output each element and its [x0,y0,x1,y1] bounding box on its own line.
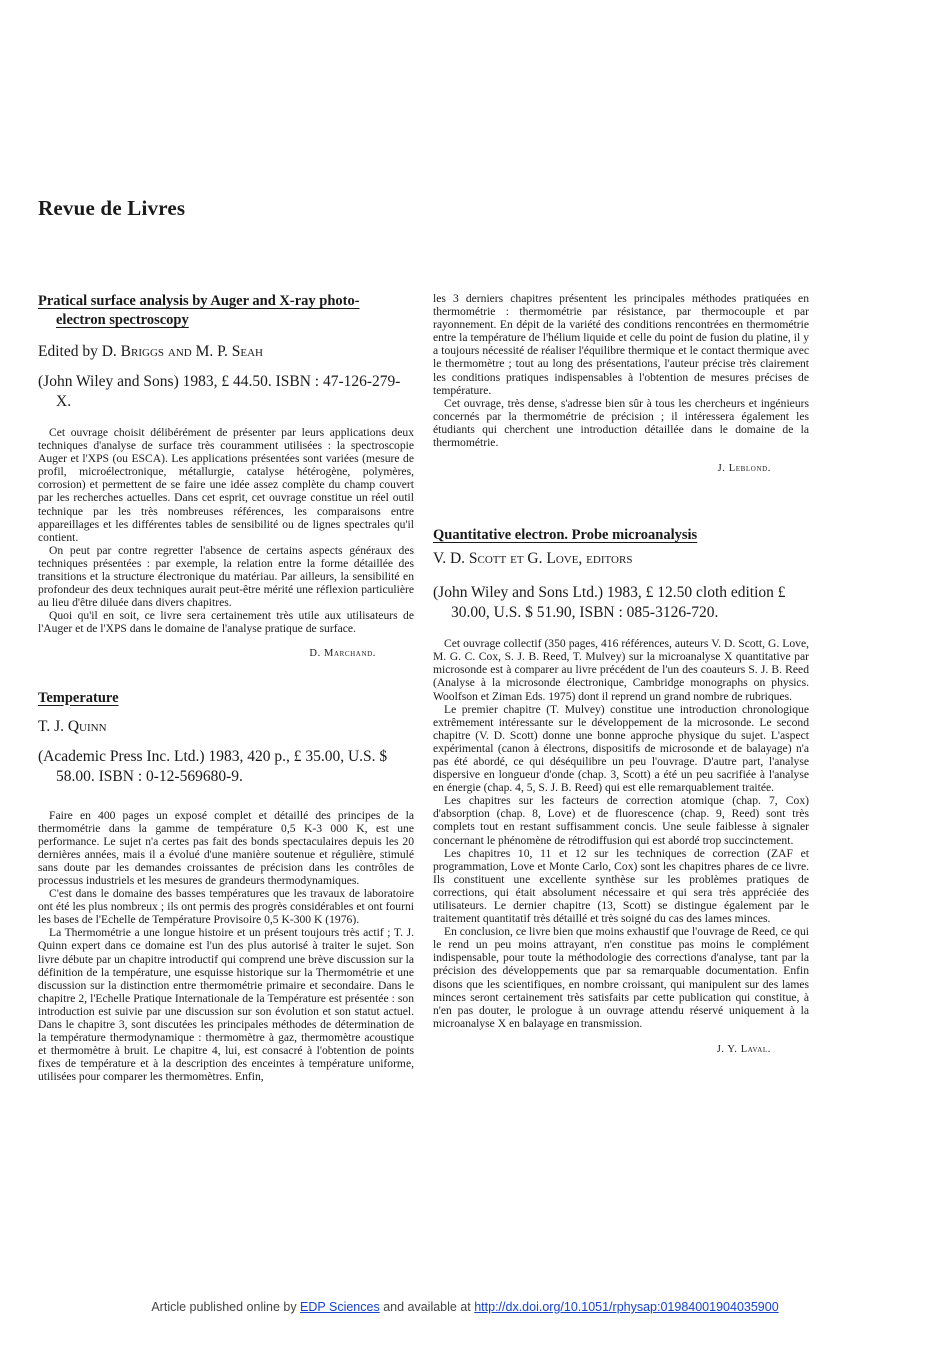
review-temperature [38,689,414,1084]
review-paragraph: Cet ouvrage choisit délibérément de présenter par leurs applications deux techniques d'analyse de surface très couramment utilisées : la spectroscopie Auger et l'XPS (ou ESCA). Les applications présentées sont variées (mesure de profil, microélectronique, métallurgie, catalyse hétérogène, polymères, corrosion) et permettent de se faire une idée assez complète du champ couvert par les recherches actuelles. Dans cet esprit, cet ouvrage constitue un réel outil technique par les très nombreuses références, les comparaisons entre appareillages et les différentes tables de sensibilité ou de lignes spectrales qu'il contient. [38,426,414,544]
right-column [433,292,809,1055]
review-title-line: electron spectroscopy [56,312,189,328]
authors-prefix: Edited by [38,343,102,360]
review-signature: J. Leblond. [717,463,771,475]
page-title: Revue de Livres [38,196,186,220]
footer-text: Article published online by [151,1300,301,1314]
review-body [38,809,414,1084]
review-title: Temperature [38,689,119,706]
left-column [38,292,414,1083]
review-paragraph: La Thermométrie a une longue histoire et un présent toujours très actif ; T. J. Quinn expert dans ce domaine est l'un des plus autorisé à traiter le sujet. Son livre débute par un chapitre introductif qui comprend une brève discussion sur la définition de la température, une esquisse historique sur la Thermométrie et une discussion sur la distinction entre thermométrie primaire et secondaire. Dans le chapitre 2, l'Echelle Pratique Internationale de la Température est présentée : son introduction est suivie par une discussion sur son évolution et son statut actuel. Dans le chapitre 3, sont discutées les principales méthodes de détermination de la température thermodynamique : thermomètre à gaz, thermomètre acoustique et thermomètre à bruit. Le chapitre 4, lui, est consacré à l'obtention de points fixes de température et à la description des enceintes à température uniforme, utilisées pour comparer les thermomètres. Enfin, [38,926,414,1084]
review-body [38,426,414,636]
review-publisher: (John Wiley and Sons Ltd.) 1983, £ 12.50 cloth edition £ 30.00, U.S. $ 51.90, ISBN : 085-3126-720. [433,584,786,622]
review-title [38,292,414,330]
review-microanalysis [433,526,809,1055]
review-paragraph: les 3 derniers chapitres présentent les principales méthodes pratiquées en thermométrie : thermométrie par résistance, par thermocouple et par rayonnement. En dépit de la variété des conditions rencontrées en thermométrie entre la température de l'hélium liquide et celle du point de fusion du platine, il y a toujours nécessité de réaliser l'équilibre thermique et le contact thermique avec le thermomètre ; tout au long des présentations, l'auteur précise très clairement les conditions pratiques indispensables à l'obtention de mesures précises de température. [433,292,809,397]
doi-link[interactable]: http://dx.doi.org/10.1051/rphysap:01984001904035900 [474,1300,779,1314]
review-paragraph: Quoi qu'il en soit, ce livre sera certainement très utile aux utilisateurs de l'Auger et de l'XPS dans le domaine de l'analyse pratique de surface. [38,609,414,636]
review-surface-analysis [38,292,414,659]
review-paragraph: Cet ouvrage collectif (350 pages, 416 références, auteurs V. D. Scott, G. Love, M. G. C. Cox, S. J. B. Reed, T. Mulvey) sur la microanalyse X quantitative par microsonde est à comparer au livre précédent de l'un des coauteurs S. J. B. Reed (Analyse à la microsonde électronique, Cambridge monographs on physics. Woolfson et Ziman Eds. 1975) dont il reprend un grand nombre de rubriques. [433,637,809,703]
review-paragraph: Les chapitres sur les facteurs de correction atomique (chap. 7, Cox) d'absorption (chap. 8, Love) et de fluorescence (chap. 9, Reed) sont très complets tout en restant suffisamment concis. Une seule faiblesse à signaler concernant le phénomène de rétrodiffusion qui est abordé trop succinctement. [433,794,809,847]
review-title-line: Pratical surface analysis by Auger and X-ray photo- [38,293,360,309]
review-paragraph: Le premier chapitre (T. Mulvey) constitue une introduction chronologique extrêmement intéressante sur le développement de la microsonde. Le second chapitre (V. D. Scott) donne une bonne approche physique du sujet. L'aspect expérimental (canon à électrons, dispositifs de microsonde et de balayage) n'a pas été abordé, ce qui déséquilibre un peu l'ouvrage. D'autre part, l'analyse dispersive en longueur d'onde (chap. 3, Scott) a été un peu sacrifiée à l'analyse en énergie (chap. 4, 5, S. J. B. Reed) qui est elle remarquablement traitée. [433,702,809,795]
review-title: Quantitative electron. Probe microanalysis [433,527,698,544]
review-paragraph: Les chapitres 10, 11 et 12 sur les techniques de correction (ZAF et programmation, Love et Monte Carlo, Cox) sont les chapitres phares de ce livre. Ils constituent une excellente synthèse sur les problèmes pratiques de corrections, qui était absolument nécessaire et qui sera très appréciée des utilisateurs. Le dernier chapitre (13, Scott) se distingue également par le traitement quantitatif très détaillé et très soigné du cas des lames minces. [433,846,809,926]
review-authors [38,342,414,362]
review-paragraph: Cet ouvrage, très dense, s'adresse bien sûr à tous les chercheurs et ingénieurs concernés par la thermométrie de précision ; il intéressera également les étudiants qui cherchent une introduction détaillée dans le domaine de la thermométrie. [433,396,809,450]
review-publisher: (Academic Press Inc. Ltd.) 1983, 420 p., £ 35.00, U.S. $ 58.00. ISBN : 0-12-569680-9. [38,747,388,785]
review-paragraph: En conclusion, ce livre bien que moins exhaustif que l'ouvrage de Reed, ce qui le rend un peu moins attrayant, n'en constitue pas moins le complément indispensable, pour toute la méthodologie des corrections d'analyse, tant par la précision des développements que par sa remarquable documentation. Enfin disons que les scientifiques, en nombre croissant, qui manipulent sur des lames minces seront certainement très satisfaits par cette publication qui constitue, à n'en pas douter, le prologue à un ouvrage attendu réservé uniquement à la microanalyse X en balayage en transmission. [433,925,809,1030]
review-paragraph: Faire en 400 pages un exposé complet et détaillé des principes de la thermométrie dans la gamme de température 0,5 K-3 000 K, est une performance. Le sujet n'a certes pas fait des bonds spectaculaires depuis les 20 dernières années, mais il a évolué d'une manière soutenue et régulière, stimulé sans doute par les demandes croissantes de précision dans les contrôles de processus industriels et les mesures de grandeurs thermodynamiques. [38,808,414,887]
review-publisher: (John Wiley and Sons) 1983, £ 44.50. ISBN : 47-126-279-X. [38,373,401,410]
review-body [433,292,809,449]
review-signature: J. Y. Laval. [716,1043,771,1055]
review-paragraph: On peut par contre regretter l'absence de certains aspects généraux des techniques présentées : par exemple, la relation entre la forme détaillée des transitions et la structure électronique du matériau. Par ailleurs, la sensibilité en profondeur des deux techniques aurait peut-être mérité une réflexion particulière au lieu d'être diluée dans divers chapitres. [38,543,414,610]
review-signature: D. Marchand. [309,647,376,659]
review-authors: V. D. Scott et G. Love, editors [433,550,633,568]
review-temperature-continued [433,292,809,474]
footer-text: and available at [379,1300,475,1314]
authors-names: D. Briggs and M. P. Seah [101,343,263,360]
review-authors: T. J. Quinn [38,717,107,735]
footer [0,1300,930,1314]
review-body [433,637,809,1030]
publisher-link[interactable]: EDP Sciences [300,1300,380,1314]
review-paragraph: C'est dans le domaine des basses températures que les travaux de laboratoire ont été les plus nombreux ; ils ont permis des progrès considérables et ont fourni les bases de l'Echelle de Température Provisoire 0,5 K-300 K (1976). [38,887,414,927]
